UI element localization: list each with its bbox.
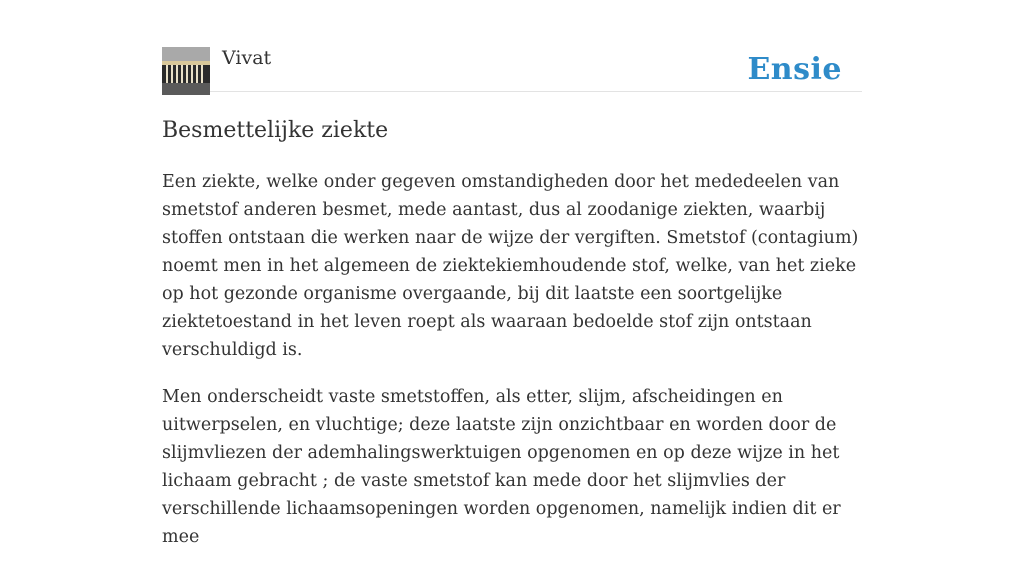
paragraph: Een ziekte, welke onder gegeven omstandigheden door het mededeelen van smetstof anderen besmet, mede aantast, dus al zoodanige ziekten, waarbij stoffen ontstaan die werken naar de wijze der vergiften. Smetstof (contagium) noemt men in het algemeen de ziektekiemhoudende stof, welke, van het zieke op hot gezonde organisme overgaande, bij dit laatste een soortgelijke ziektetoestand in het leven roept als waaraan bedoelde stof zijn ontstaan verschuldigd is.	[162, 172, 859, 360]
avatar-image	[162, 47, 210, 95]
paragraph: Men onderscheidt vaste smetstoffen, als etter, slijm, afscheidingen en uitwerpselen, en vluchtige; deze laatste zijn onzichtbaar en worden door de slijmvliezen der ademhalingswerktuigen opgenomen en op deze wijze in het lichaam gebracht ; de vaste smetstof kan mede door het slijmvlies der verschillende lichaamsopeningen worden opgenomen, namelijk indien dit er mee	[162, 387, 841, 547]
article-title: Besmettelijke ziekte	[162, 118, 389, 143]
author-avatar[interactable]	[162, 47, 210, 95]
header	[162, 46, 862, 92]
author-name[interactable]: Vivat	[222, 47, 272, 69]
brand-logo[interactable]: Ensie	[747, 52, 842, 87]
article-body	[162, 168, 864, 570]
